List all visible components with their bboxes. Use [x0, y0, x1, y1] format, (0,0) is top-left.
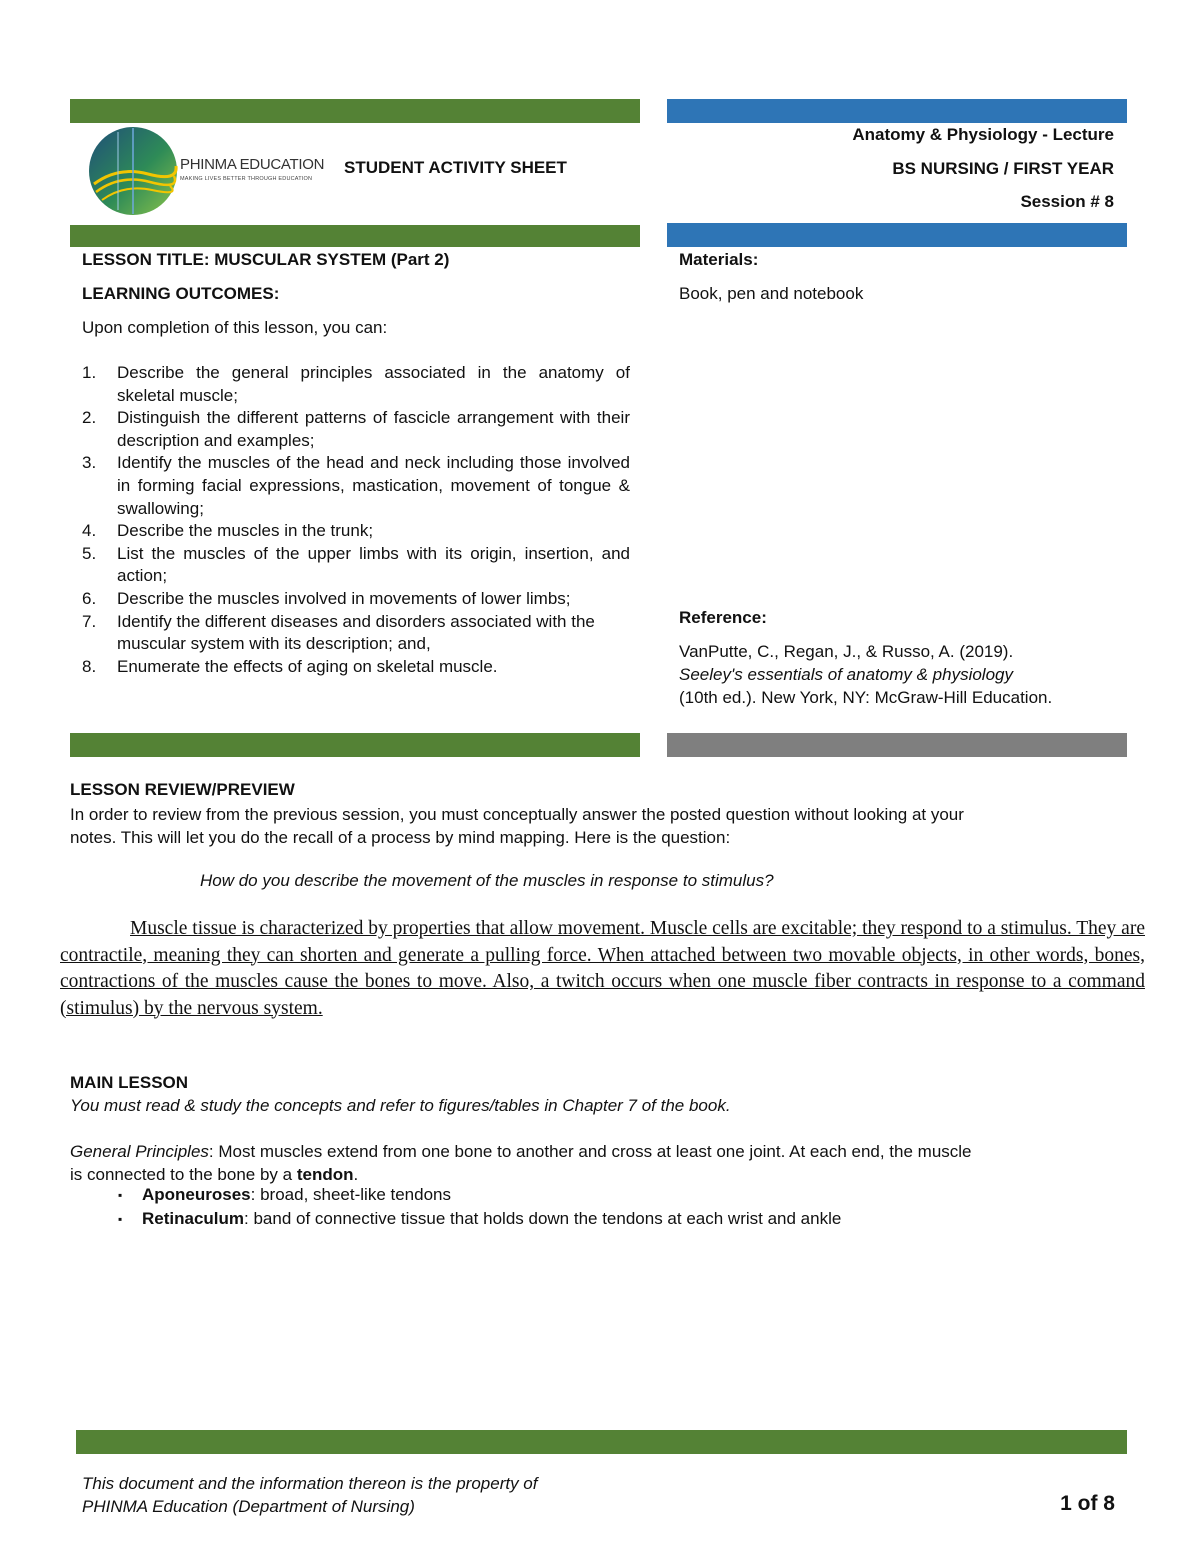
footer-bar	[76, 1430, 1127, 1454]
materials-text: Book, pen and notebook	[679, 284, 864, 303]
logo-wordmark: PHINMA EDUCATION	[180, 156, 325, 173]
list-item: 7. Identify the different diseases and disorders associated with the muscular system with its description; and,	[82, 611, 595, 654]
sheet-title: STUDENT ACTIVITY SHEET	[344, 158, 567, 177]
main-lesson-instruction: You must read & study the concepts and refer to figures/tables in Chapter 7 of the book.	[70, 1096, 731, 1115]
general-principles-paragraph	[70, 1140, 980, 1186]
logo-tagline: MAKING LIVES BETTER THROUGH EDUCATION	[180, 176, 313, 182]
general-principles-end: .	[353, 1165, 359, 1184]
page-number: 1 of 8	[1060, 1492, 1115, 1515]
reference-line-1: VanPutte, C., Regan, J., & Russo, A. (2019).	[679, 642, 1014, 661]
review-answer: Muscle tissue is characterized by properties that allow movement. Muscle cells are excitable; they respond to a stimulus. They are contractile, meaning they can shorten and generate a pulling force. When attached between two movable objects, in other words, bones, contractions of the muscles cause the bones to move. Also, a twitch occurs when one muscle fiber contracts in response to a command (stimulus) by the nervous system.	[60, 918, 1145, 1019]
reference-book-title: Seeley's essentials of anatomy & physiology	[679, 665, 1013, 684]
list-item: 4. Describe the muscles in the trunk;	[82, 521, 374, 541]
outcomes-heading: LEARNING OUTCOMES:	[82, 284, 280, 303]
list-item: ▪ Retinaculum: band of connective tissue that holds down the tendons at each wrist and ankle	[118, 1207, 841, 1231]
list-item: 3. Identify the muscles of the head and neck including those involved in forming facial expressions, mastication, movement of tongue & swallowing;	[82, 453, 630, 518]
section-bar-bottom-right	[667, 733, 1127, 757]
list-item: 6. Describe the muscles involved in movements of lower limbs;	[82, 588, 571, 608]
reference-line-3: (10th ed.). New York, NY: McGraw-Hill Education.	[679, 688, 1053, 707]
footer-line-2: PHINMA Education (Department of Nursing)	[82, 1497, 415, 1516]
outcomes-intro: Upon completion of this lesson, you can:	[82, 318, 388, 337]
list-item: 2. Distinguish the different patterns of fascicle arrangement with their description and examples;	[82, 408, 630, 450]
program-year: BS NURSING / FIRST YEAR	[892, 159, 1114, 178]
bullet-icon: ▪	[118, 1212, 123, 1226]
general-principles-label: General Principles	[70, 1142, 209, 1161]
footer-line-1: This document and the information thereon is the property of	[82, 1474, 538, 1493]
reference-heading: Reference:	[679, 608, 767, 627]
section-bar-right	[667, 223, 1127, 247]
bullet-icon: ▪	[118, 1188, 123, 1202]
list-item: 8. Enumerate the effects of aging on skeletal muscle.	[82, 656, 498, 676]
phinma-logo-icon	[88, 126, 178, 216]
lesson-title: LESSON TITLE: MUSCULAR SYSTEM (Part 2)	[82, 250, 450, 269]
review-heading: LESSON REVIEW/PREVIEW	[70, 780, 295, 799]
section-bar-left	[70, 225, 640, 247]
materials-heading: Materials:	[679, 250, 759, 269]
outcomes-list	[82, 362, 630, 678]
terms-list	[118, 1183, 841, 1231]
review-instructions: In order to review from the previous session, you must conceptually answer the posted question without looking at your notes. This will let you do the recall of a process by mind mapping. Here is the question:	[70, 805, 964, 847]
review-question: How do you describe the movement of the muscles in response to stimulus?	[200, 871, 774, 890]
list-item: 5. List the muscles of the upper limbs with its origin, insertion, and action;	[82, 543, 630, 586]
main-lesson-heading: MAIN LESSON	[70, 1073, 189, 1092]
course-title: Anatomy & Physiology - Lecture	[852, 125, 1114, 144]
list-item: 1. Describe the general principles associated in the anatomy of skeletal muscle;	[82, 363, 630, 405]
tendon-term: tendon	[296, 1165, 354, 1184]
header-bar-right	[667, 99, 1127, 123]
phinma-logo	[88, 126, 328, 218]
list-item: ▪ Aponeuroses: broad, sheet-like tendons	[118, 1183, 841, 1207]
section-bar-bottom-left	[70, 733, 640, 757]
header-bar-left	[70, 99, 640, 123]
session-number: Session # 8	[1020, 192, 1114, 211]
general-principles-text: : Most muscles extend from one bone to another and cross at least one joint. At each end, the muscle is connected to the bone by a	[70, 1142, 972, 1184]
